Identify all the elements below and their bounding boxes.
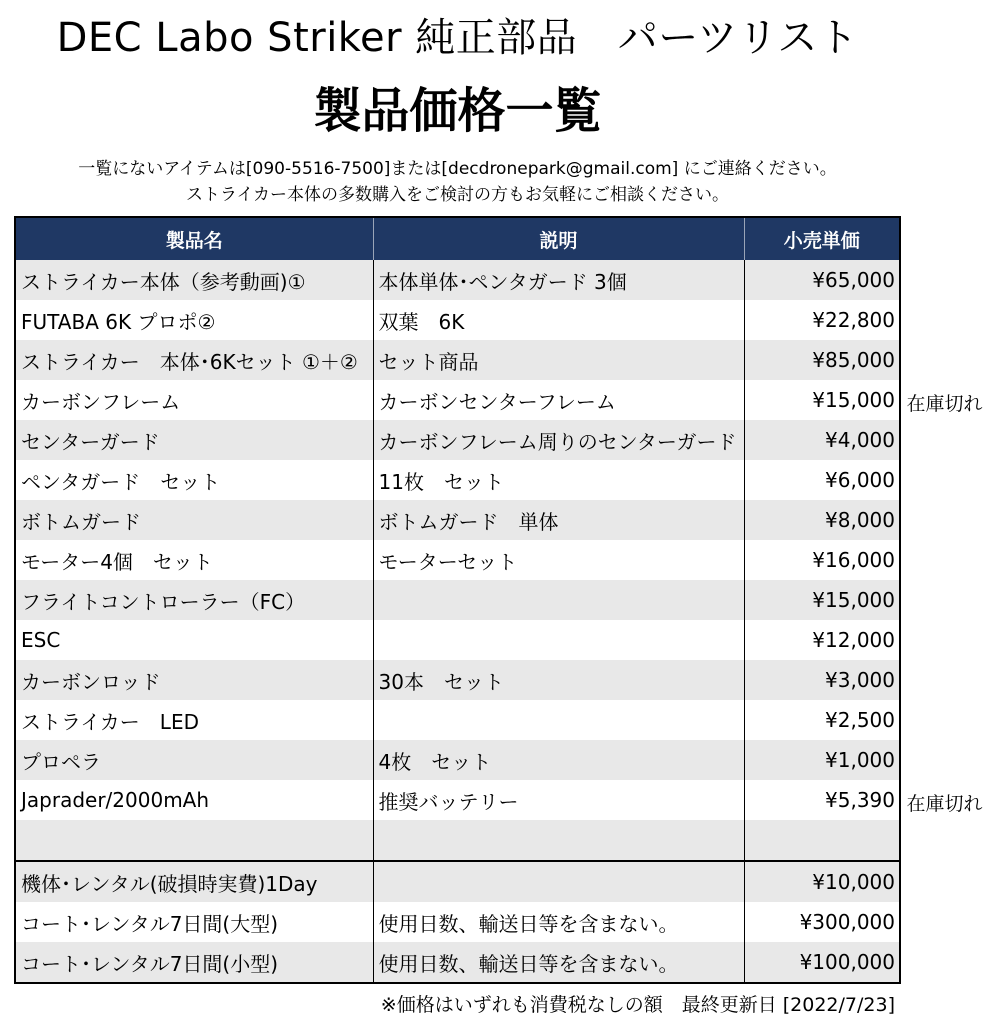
stock-status-note: 在庫切れ — [906, 393, 983, 415]
rental-description-cell: 使用日数、輸送日等を含まない。 — [373, 902, 744, 942]
rental-row — [15, 902, 900, 942]
rental-price-cell: ¥10,000 — [744, 861, 900, 902]
table-row — [15, 820, 900, 861]
rental-price-cell: ¥100,000 — [744, 942, 900, 983]
description-cell: 30本 セット — [373, 660, 744, 700]
price-cell: ¥12,000 — [744, 620, 900, 660]
price-cell: ¥3,000 — [744, 660, 900, 700]
product-name-cell: センターガード — [15, 420, 373, 460]
product-name-cell: FUTABA 6K プロポ② — [21, 309, 216, 334]
description-cell: カーボンセンターフレーム — [373, 380, 744, 420]
table-row — [15, 340, 900, 380]
product-name-cell: カーボンロッド — [15, 660, 373, 700]
price-cell: ¥1,000 — [744, 740, 900, 780]
description-cell: カーボンフレーム周りのセンターガード — [373, 420, 744, 460]
description-cell — [373, 820, 744, 861]
product-name-cell — [15, 820, 373, 861]
product-name-cell: モーター4個 セット — [21, 549, 213, 574]
price-cell: ¥2,500 — [744, 700, 900, 740]
price-cell: ¥16,000 — [744, 540, 900, 580]
description-cell: ボトムガード 単体 — [373, 500, 744, 540]
price-cell: ¥8,000 — [744, 500, 900, 540]
bulk-notice: ストライカー本体の多数購入をご検討の方もお気軽にご相談ください。 — [186, 185, 729, 205]
table-row — [15, 260, 900, 300]
rental-row — [15, 861, 900, 902]
table-row — [15, 660, 900, 700]
table-row — [15, 420, 900, 460]
rental-description-cell: 使用日数、輸送日等を含まない。 — [373, 942, 744, 983]
price-cell: ¥5,390 在庫切れ — [744, 780, 900, 820]
price-cell: ¥6,000 — [744, 460, 900, 500]
table-row — [15, 540, 900, 580]
product-name-cell: ストライカー本体（参考動画)① — [15, 260, 373, 300]
table-row — [15, 780, 900, 820]
table-row — [15, 700, 900, 740]
product-name-cell: フライトコントローラー（FC） — [15, 580, 373, 620]
product-name-cell: ストライカー LED — [21, 709, 199, 734]
product-name-cell: ストライカー 本体･6Kセット ①＋② — [15, 340, 373, 380]
rental-description-cell — [373, 861, 744, 902]
table-row — [15, 300, 900, 340]
product-name-cell: ボトムガード — [15, 500, 373, 540]
page-subtitle: 製品価格一覧 — [313, 83, 602, 139]
table-row — [15, 460, 900, 500]
description-cell: 4枚 セット — [373, 740, 744, 780]
page-title: DEC Labo Striker 純正部品 パーツリスト — [56, 15, 859, 61]
column-header-price: 小売単価 — [744, 217, 900, 260]
footer-note: ※価格はいずれも消費税なしの額 最終更新日 [2022/7/23] — [380, 994, 895, 1016]
product-name-cell: カーボンフレーム — [21, 389, 181, 414]
price-cell: ¥85,000 — [744, 340, 900, 380]
description-cell: 11枚 セット — [373, 460, 744, 500]
product-name-cell: Japrader/2000mAh — [21, 788, 210, 812]
table-header-row — [15, 217, 900, 260]
price-cell: ¥65,000 — [744, 260, 900, 300]
product-name-cell: ペンタガード セット — [21, 469, 221, 494]
rental-row — [15, 942, 900, 983]
description-cell — [373, 620, 744, 660]
description-cell: 本体単体･ペンタガード 3個 — [373, 260, 744, 300]
description-cell: モーターセット — [373, 540, 744, 580]
table-row — [15, 620, 900, 660]
rental-price-cell: ¥300,000 — [744, 902, 900, 942]
table-row — [15, 740, 900, 780]
rental-name-cell: コート･レンタル7日間(小型) — [15, 942, 373, 983]
table-row — [15, 500, 900, 540]
table-row — [15, 380, 900, 420]
stock-status-note: 在庫切れ — [906, 793, 983, 815]
price-cell: ¥22,800 — [744, 300, 900, 340]
price-table — [14, 216, 983, 984]
rental-name-cell: 機体･レンタル(破損時実費)1Day — [15, 861, 373, 902]
price-cell: ¥4,000 — [744, 420, 900, 460]
rental-name-cell: コート･レンタル7日間(大型) — [21, 911, 279, 936]
price-cell: ¥15,000 — [744, 580, 900, 620]
description-cell — [373, 580, 744, 620]
table-row — [15, 580, 900, 620]
description-cell: 推奨バッテリー — [373, 780, 744, 820]
contact-notice: 一覧にないアイテムは[090-5516-7500]または[decdronepark@gmail.com] にご連絡ください。 — [78, 159, 837, 179]
description-cell: セット商品 — [373, 340, 744, 380]
product-name-cell: プロペラ — [15, 740, 373, 780]
price-cell: ¥15,000 在庫切れ — [744, 380, 900, 420]
description-cell: 双葉 6K — [373, 300, 744, 340]
column-header-name: 製品名 — [15, 217, 373, 260]
product-name-cell: ESC — [21, 628, 61, 652]
column-header-description: 説明 — [373, 217, 744, 260]
price-cell — [744, 820, 900, 861]
description-cell — [373, 700, 744, 740]
